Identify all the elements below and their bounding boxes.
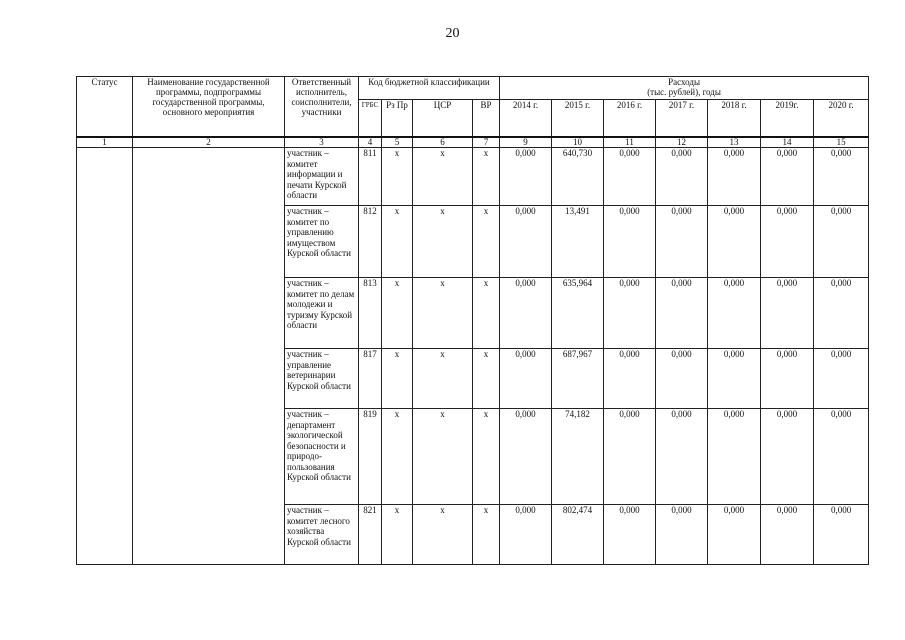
column-number: 6 xyxy=(413,137,473,148)
header-year: 2017 г. xyxy=(656,100,708,138)
table-row xyxy=(77,148,869,206)
org-cell: участник – комитет информации и печати Курской области xyxy=(285,148,359,206)
column-number: 5 xyxy=(382,137,413,148)
value-cell: 0,000 xyxy=(708,206,761,278)
value-cell: 0,000 xyxy=(656,409,708,505)
header-status: Статус xyxy=(77,77,133,138)
org-cell: участник – комитет по управлению имуществом Курской области xyxy=(285,206,359,278)
value-cell: 0,000 xyxy=(656,505,708,565)
org-cell: участник – департамент экологической безопасности и природопользования Курской области xyxy=(285,409,359,505)
header-expenses xyxy=(500,77,869,100)
column-number: 4 xyxy=(359,137,382,148)
budget-table xyxy=(76,76,869,565)
value-cell: 640,730 xyxy=(552,148,604,206)
value-cell: 0,000 xyxy=(708,148,761,206)
column-number: 12 xyxy=(656,137,708,148)
vr-cell: х xyxy=(473,148,500,206)
value-cell: 635,964 xyxy=(552,278,604,349)
status-cell xyxy=(77,148,133,565)
column-number: 10 xyxy=(552,137,604,148)
value-cell: 0,000 xyxy=(761,148,814,206)
csr-cell: х xyxy=(413,206,473,278)
value-cell: 0,000 xyxy=(656,148,708,206)
column-number: 13 xyxy=(708,137,761,148)
value-cell: 0,000 xyxy=(604,409,656,505)
org-cell: участник – комитет по делам молодежи и туризму Курской области xyxy=(285,278,359,349)
column-number-row xyxy=(77,137,869,148)
rzpr-cell: х xyxy=(382,409,413,505)
rzpr-cell: х xyxy=(382,206,413,278)
value-cell: 687,967 xyxy=(552,349,604,409)
grbs-cell: 813 xyxy=(359,278,382,349)
value-cell: 0,000 xyxy=(604,148,656,206)
value-cell: 0,000 xyxy=(814,409,869,505)
name-cell xyxy=(133,148,285,565)
header-name: Наименование государственной программы, подпрограммы государственной программы, основного мероприятия xyxy=(133,77,285,138)
header-expenses-units: (тыс. рублей), годы xyxy=(647,87,721,97)
value-cell: 0,000 xyxy=(814,349,869,409)
value-cell: 0,000 xyxy=(656,349,708,409)
value-cell: 0,000 xyxy=(656,278,708,349)
header-budget-code: Код бюджетной классификации xyxy=(359,77,500,100)
value-cell: 0,000 xyxy=(708,278,761,349)
value-cell: 0,000 xyxy=(761,278,814,349)
table-body xyxy=(77,137,869,565)
column-number: 14 xyxy=(761,137,814,148)
value-cell: 0,000 xyxy=(604,278,656,349)
rzpr-cell: х xyxy=(382,148,413,206)
csr-cell: х xyxy=(413,148,473,206)
csr-cell: х xyxy=(413,278,473,349)
value-cell: 0,000 xyxy=(814,505,869,565)
value-cell: 0,000 xyxy=(761,206,814,278)
header-expenses-title: Расходы xyxy=(668,77,701,87)
column-number: 1 xyxy=(77,137,133,148)
value-cell: 0,000 xyxy=(500,206,552,278)
header-rzpr: Рз Пр xyxy=(382,100,413,138)
value-cell: 802,474 xyxy=(552,505,604,565)
column-number: 9 xyxy=(500,137,552,148)
vr-cell: х xyxy=(473,278,500,349)
column-number: 11 xyxy=(604,137,656,148)
header-grbs: ГРБС xyxy=(359,100,382,138)
value-cell: 0,000 xyxy=(761,505,814,565)
value-cell: 13,491 xyxy=(552,206,604,278)
header-year: 2020 г. xyxy=(814,100,869,138)
vr-cell: х xyxy=(473,409,500,505)
header-year: 2014 г. xyxy=(500,100,552,138)
rzpr-cell: х xyxy=(382,349,413,409)
header-vr: ВР xyxy=(473,100,500,138)
value-cell: 0,000 xyxy=(814,148,869,206)
value-cell: 0,000 xyxy=(500,505,552,565)
value-cell: 0,000 xyxy=(604,349,656,409)
rzpr-cell: х xyxy=(382,278,413,349)
value-cell: 0,000 xyxy=(500,409,552,505)
grbs-cell: 821 xyxy=(359,505,382,565)
header-year: 2018 г. xyxy=(708,100,761,138)
header-responsible: Ответственный исполнитель, соисполнители, участники xyxy=(285,77,359,138)
grbs-cell: 817 xyxy=(359,349,382,409)
csr-cell: х xyxy=(413,349,473,409)
vr-cell: х xyxy=(473,206,500,278)
value-cell: 0,000 xyxy=(708,505,761,565)
header-year: 2019г. xyxy=(761,100,814,138)
grbs-cell: 811 xyxy=(359,148,382,206)
column-number: 3 xyxy=(285,137,359,148)
org-cell: участник – управление ветеринарии Курской области xyxy=(285,349,359,409)
header-year: 2016 г. xyxy=(604,100,656,138)
vr-cell: х xyxy=(473,505,500,565)
grbs-cell: 819 xyxy=(359,409,382,505)
value-cell: 0,000 xyxy=(814,278,869,349)
value-cell: 0,000 xyxy=(500,148,552,206)
value-cell: 0,000 xyxy=(604,505,656,565)
grbs-cell: 812 xyxy=(359,206,382,278)
page-number: 20 xyxy=(445,26,460,41)
value-cell: 74,182 xyxy=(552,409,604,505)
column-number: 15 xyxy=(814,137,869,148)
header-csr: ЦСР xyxy=(413,100,473,138)
column-number: 7 xyxy=(473,137,500,148)
value-cell: 0,000 xyxy=(761,409,814,505)
value-cell: 0,000 xyxy=(761,349,814,409)
value-cell: 0,000 xyxy=(500,278,552,349)
column-number: 2 xyxy=(133,137,285,148)
rzpr-cell: х xyxy=(382,505,413,565)
csr-cell: х xyxy=(413,505,473,565)
value-cell: 0,000 xyxy=(656,206,708,278)
table-header xyxy=(77,77,869,138)
value-cell: 0,000 xyxy=(708,409,761,505)
vr-cell: х xyxy=(473,349,500,409)
value-cell: 0,000 xyxy=(814,206,869,278)
csr-cell: х xyxy=(413,409,473,505)
value-cell: 0,000 xyxy=(604,206,656,278)
org-cell: участник – комитет лесного хозяйства Курской области xyxy=(285,505,359,565)
header-year: 2015 г. xyxy=(552,100,604,138)
value-cell: 0,000 xyxy=(500,349,552,409)
value-cell: 0,000 xyxy=(708,349,761,409)
